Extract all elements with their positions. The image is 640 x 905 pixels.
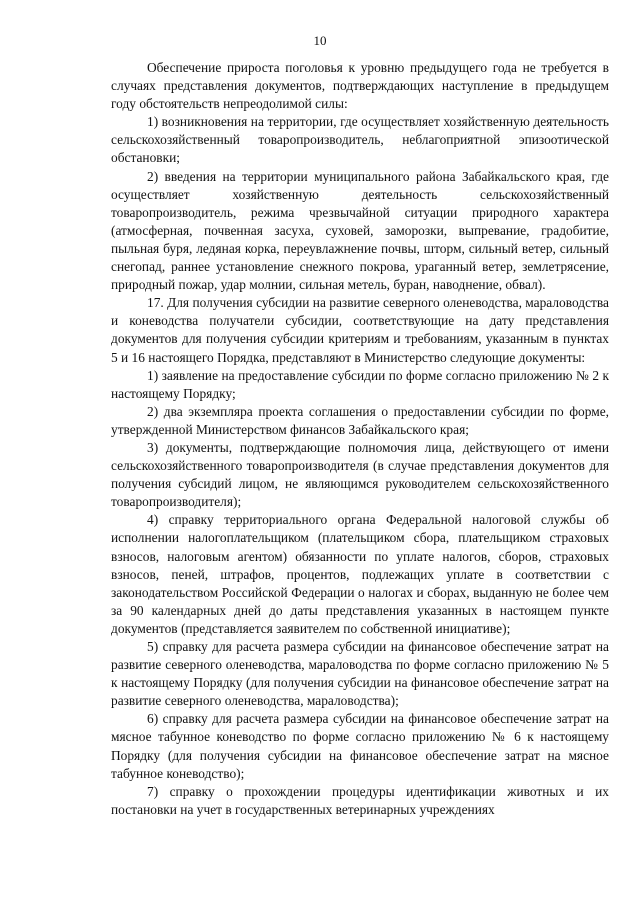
paragraph-reindeer-maral-certificate: 5) справку для расчета размера субсидии на финансовое обеспечение затрат на развитие северного оленеводства, мараловодства по форме согласно приложению № 5 к настоящему Порядку (для получения субсидии на финансовое обеспечение затрат на развитие северного оленеводства, мараловодства); (111, 639, 609, 709)
paragraph-application: 1) заявление на предоставление субсидии по форме согласно приложению № 2 к настоящему Порядку; (111, 367, 609, 401)
paragraph-animal-identification: 7) справку о прохождении процедуры идентификации животных и их постановки на учет в государственных ветеринарных учреждениях (111, 783, 609, 817)
paragraph-livestock-growth-exception: Обеспечение прироста поголовья к уровню предыдущего года не требуется в случаях представления документов, подтверждающих наступление в предыдущем году обстоятельств непреодолимой силы: (111, 60, 609, 112)
paragraph-agreement-draft: 2) два экземпляра проекта соглашения о предоставлении субсидии по форме, утвержденной Министерством финансов Забайкальского края; (111, 403, 609, 437)
paragraph-emergency-regime: 2) введения на территории муниципального района Забайкальского края, где осуществляет хозяйственную деятельность сельскохозяйственный товаропроизводитель, режима чрезвычайной ситуации природного характера (атмосферная, почвенная засуха, суховей, заморозки, выпревание, градобитие, пыльная буря, ледяная корка, переувлажнение почвы, шторм, сильный ветер, сильный снегопад, раннее установление снежного покрова, ураганный ветер, землетрясение, природный пожар, удар молнии, сильная метель, буран, наводнение, обвал). (111, 168, 609, 293)
paragraph-tax-certificate: 4) справку территориального органа Федеральной налоговой службы об исполнении налогоплательщиком (плательщиком сбора, плательщиком страховых взносов, налоговым агентом) обязанности по уплате налогов, сборов, страховых взносов, пеней, штрафов, процентов, подлежащих уплате в соответствии с законодательством Российской Федерации о налогах и сборах, выданную не более чем за 90 календарных дней до даты представления указанных в настоящем пункте документов (представляется заявителем по собственной инициативе); (111, 512, 609, 636)
page-number: 10 (313, 33, 327, 48)
paragraph-authority-documents: 3) документы, подтверждающие полномочия лица, действующего от имени сельскохозяйственного товаропроизводителя (в случае представления документов для получения субсидий лицом, не являющимся руководителем сельскохозяйственного товаропроизводителя); (111, 439, 609, 510)
paragraph-epizootic-situation: 1) возникновения на территории, где осуществляет хозяйственную деятельность сельскохозяйственный товаропроизводитель, неблагоприятной эпизоотической обстановки; (111, 114, 609, 166)
paragraph-item-17-documents: 17. Для получения субсидии на развитие северного оленеводства, мараловодства и коневодства получатели субсидии, соответствующие на дату представления документов для получения субсидии критериям и требованиям, указанным в пунктах 5 и 16 настоящего Порядка, представляют в Министерство следующие документы: (111, 295, 609, 365)
document-body (111, 59, 609, 819)
paragraph-horse-breeding-certificate: 6) справку для расчета размера субсидии на финансовое обеспечение затрат на мясное табунное коневодство по форме согласно приложению № 6 к настоящему Порядку (для получения субсидии на финансовое обеспечение затрат на мясное табунное коневодство); (111, 711, 609, 781)
